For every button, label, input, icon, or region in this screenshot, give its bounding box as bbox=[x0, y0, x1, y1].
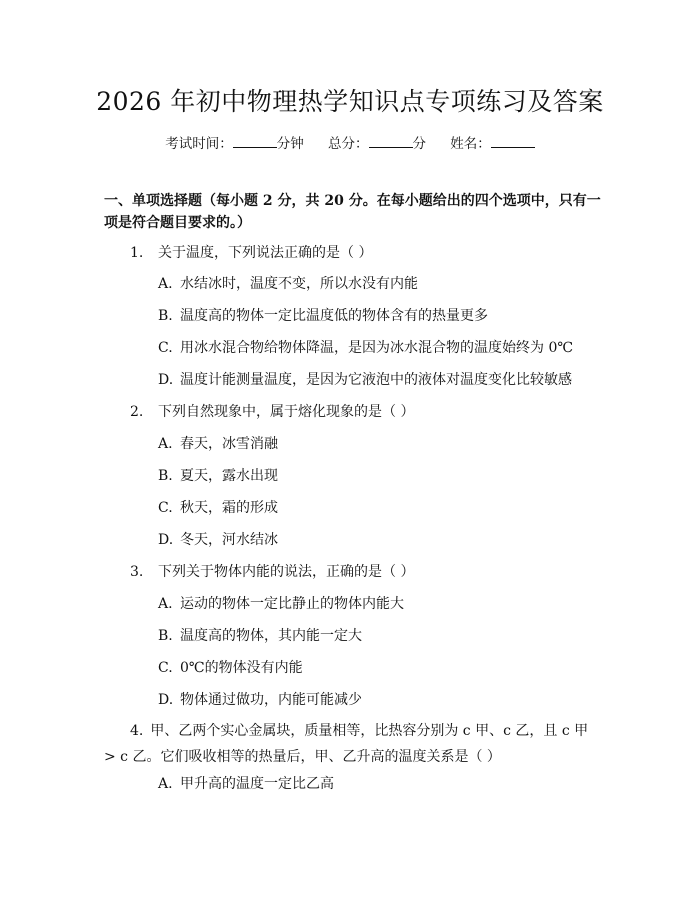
question-3 bbox=[130, 561, 414, 583]
exam-time-unit: 分钟 bbox=[276, 136, 304, 152]
question-3-option-c bbox=[158, 657, 303, 679]
option-letter: D. bbox=[158, 532, 174, 548]
option-text: 夏天，露水出现 bbox=[180, 468, 278, 484]
option-text: 用冰水混合物给物体降温，是因为冰水混合物的温度始终为 0℃ bbox=[180, 340, 574, 356]
option-letter: A. bbox=[158, 276, 173, 292]
total-score-blank bbox=[369, 135, 413, 148]
question-2-option-b bbox=[158, 465, 278, 487]
option-text: 温度计能测量温度，是因为它液泡中的液体对温度变化比较敏感 bbox=[180, 372, 572, 388]
option-letter: C. bbox=[158, 660, 173, 676]
option-text: 运动的物体一定比静止的物体内能大 bbox=[180, 596, 404, 612]
exam-time-field bbox=[165, 132, 304, 152]
question-number: 1. bbox=[130, 245, 144, 261]
student-name-label: 姓名： bbox=[450, 136, 491, 152]
question-number: 4. bbox=[130, 723, 144, 739]
option-letter: D. bbox=[158, 692, 174, 708]
exam-time-label: 考试时间： bbox=[165, 136, 233, 152]
option-letter: D. bbox=[158, 372, 174, 388]
question-1-option-d bbox=[158, 369, 572, 391]
question-2 bbox=[130, 401, 414, 423]
student-name-blank bbox=[491, 135, 535, 148]
question-text: 甲、乙两个实心金属块，质量相等，比热容分别为 c 甲、c 乙，且 c 甲 > c 乙。它们吸收相等的热量后，甲、乙升高的温度关系是（ ） bbox=[104, 723, 589, 765]
question-text: 下列自然现象中，属于熔化现象的是（ ） bbox=[158, 404, 415, 420]
option-text: 温度高的物体一定比温度低的物体含有的热量更多 bbox=[180, 308, 488, 324]
option-text: 春天，冰雪消融 bbox=[180, 436, 278, 452]
total-score-label: 总分： bbox=[328, 136, 369, 152]
option-text: 物体通过做功，内能可能减少 bbox=[180, 692, 362, 708]
question-1-option-a bbox=[158, 273, 418, 295]
question-number: 2. bbox=[130, 404, 144, 420]
option-letter: C. bbox=[158, 340, 173, 356]
question-3-option-b bbox=[158, 625, 362, 647]
option-letter: A. bbox=[158, 776, 173, 792]
question-text: 下列关于物体内能的说法，正确的是（ ） bbox=[158, 564, 415, 580]
question-1-option-b bbox=[158, 305, 488, 327]
option-letter: C. bbox=[158, 500, 173, 516]
page-title: 2026 年初中物理热学知识点专项练习及答案 bbox=[96, 87, 604, 116]
question-4 bbox=[104, 718, 600, 770]
option-text: 温度高的物体，其内能一定大 bbox=[180, 628, 362, 644]
question-1-option-c bbox=[158, 337, 573, 359]
option-text: 水结冰时，温度不变，所以水没有内能 bbox=[180, 276, 418, 292]
total-score-unit: 分 bbox=[412, 136, 426, 152]
question-2-option-d bbox=[158, 529, 278, 551]
option-letter: A. bbox=[158, 596, 173, 612]
question-2-option-c bbox=[158, 497, 278, 519]
question-1 bbox=[130, 242, 372, 264]
student-name-field bbox=[450, 132, 535, 152]
section-heading: 一、单项选择题（每小题 2 分，共 20 分。在每小题给出的四个选项中，只有一项是符合题目要求的。） bbox=[104, 193, 601, 231]
total-score-field bbox=[328, 132, 426, 152]
option-text: 冬天，河水结冰 bbox=[180, 532, 278, 548]
option-text: 秋天，霜的形成 bbox=[180, 500, 278, 516]
option-letter: B. bbox=[158, 628, 173, 644]
exam-meta-line bbox=[0, 132, 700, 152]
question-text: 关于温度，下列说法正确的是（ ） bbox=[158, 245, 373, 261]
option-letter: A. bbox=[158, 436, 173, 452]
option-letter: B. bbox=[158, 468, 173, 484]
question-4-option-a bbox=[158, 773, 334, 795]
question-number: 3. bbox=[130, 564, 144, 580]
question-2-option-a bbox=[158, 433, 278, 455]
option-text: 甲升高的温度一定比乙高 bbox=[180, 776, 334, 792]
option-text: 0℃的物体没有内能 bbox=[180, 660, 303, 676]
question-3-option-d bbox=[158, 689, 362, 711]
question-3-option-a bbox=[158, 593, 404, 615]
option-letter: B. bbox=[158, 308, 173, 324]
exam-time-blank bbox=[233, 135, 277, 148]
